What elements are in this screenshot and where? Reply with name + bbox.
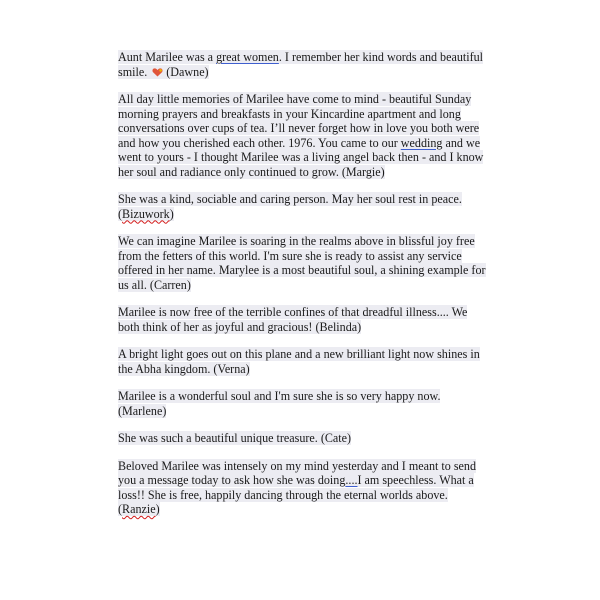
heart-emoji-icon (152, 68, 163, 77)
document-page (118, 50, 488, 530)
text-segment: ) (169, 206, 174, 221)
text-segment: and we went to yours - I thought Marilee was a living angel back then - and I know her soul and radiance only continued to grow. (Margie) (118, 135, 484, 179)
message-ranzie (118, 459, 488, 517)
misspelled-word[interactable]: Bizuwork (122, 206, 170, 221)
message-marlene (118, 389, 488, 418)
grammar-flagged-phrase[interactable]: great women (216, 50, 279, 64)
author-name: (Dawne) (166, 64, 209, 79)
text-segment: . I remember her kind words and beautiful smile. (118, 50, 484, 79)
message-text: She was such a beautiful unique treasure. (Cate) (118, 431, 352, 445)
text-segment: She was a kind, sociable and caring person. May her soul rest in peace. ( (118, 192, 462, 221)
grammar-flagged-punctuation[interactable]: .... (345, 473, 358, 487)
message-verna (118, 347, 488, 376)
message-cate (118, 431, 488, 446)
text-segment: Beloved Marilee was intensely on my mind yesterday and I meant to send you a message today to ask how she was doing (118, 458, 477, 487)
message-text: We can imagine Marilee is soaring in the realms above in blissful joy free from the fetters of this world. I'm sure she is ready to assist any service offered in her name. Marylee is a most beautiful soul, a shining example for us all. (Carren) (118, 234, 486, 292)
message-text: Marilee is a wonderful soul and I'm sure she is so very happy now. (Marlene) (118, 389, 441, 418)
text-segment: Aunt Marilee was a (118, 50, 217, 64)
message-bizuwork (118, 192, 488, 221)
grammar-flagged-word[interactable]: wedding (400, 135, 443, 150)
message-carren (118, 234, 488, 292)
message-text: A bright light goes out on this plane and a new brilliant light now shines in the Abha kingdom. (Verna) (118, 347, 480, 376)
text-segment: All day little memories of Marilee have come to mind - beautiful Sunday morning prayers and breakfasts in your Kincardine apartment and long conversations over cups of tea. I’ll never forget how in love you both were and how you cherished each other. 1976. You came to our (118, 92, 480, 150)
message-belinda (118, 305, 488, 334)
message-dawne (118, 50, 488, 79)
message-text: Marilee is now free of the terrible confines of that dreadful illness.... We both think of her as joyful and gracious! (Belinda) (118, 305, 468, 334)
text-segment: I am speechless. What a loss!! She is free, happily dancing through the eternal worlds above. ( (118, 473, 474, 516)
text-segment: ) (155, 502, 160, 516)
message-margie (118, 92, 488, 179)
misspelled-word[interactable]: Ranzie (122, 502, 156, 516)
